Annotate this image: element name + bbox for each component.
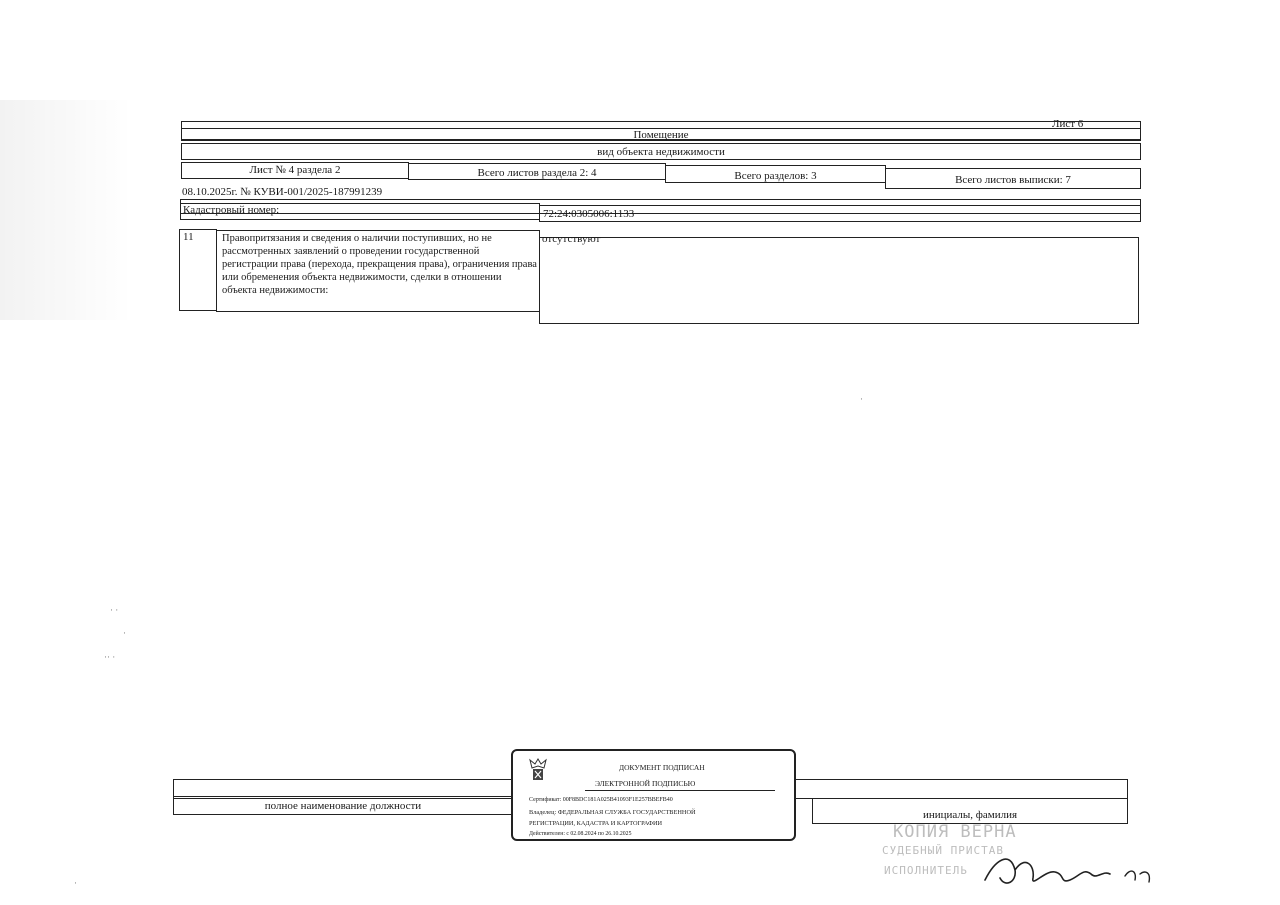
sections-total-cell [665, 165, 886, 183]
e-signature-stamp [511, 749, 796, 841]
sections-total: Всего разделов: 3 [734, 170, 817, 182]
position-label: полное наименование должности [264, 800, 422, 812]
copy-stamp-line1: КОПИЯ ВЕРНА [893, 822, 1017, 842]
scan-speck: · [74, 878, 77, 888]
scan-speck: · · [110, 605, 119, 615]
stamp-title-1: ДОКУМЕНТ ПОДПИСАН [619, 763, 705, 772]
name-cell [812, 798, 1128, 824]
section-sheet-cell [181, 162, 409, 179]
name-label: инициалы, фамилия [922, 809, 1018, 821]
stamp-certificate: Сертификат: 00F8BDC181A025B41093F1E257BBEFB40 [529, 797, 673, 803]
sheet-label: Лист 6 [1052, 118, 1084, 130]
copy-stamp-line3: ИСПОЛНИТЕЛЬ [884, 864, 968, 877]
section-sheets-total: Всего листов раздела 2: 4 [477, 167, 597, 179]
stamp-title-2: ЭЛЕКТРОННОЙ ПОДПИСЬЮ [595, 779, 696, 788]
cadastral-number: 72:24:0305006:1133 [543, 208, 635, 220]
cadastral-label: Кадастровый номер: [183, 204, 280, 216]
emblem-icon [527, 757, 549, 783]
stamp-divider [585, 790, 775, 791]
claims-description: Правопритязания и сведения о наличии поступивших, но не рассмотренных заявлений о проведении государственной регистрации права (перехода, прекращения права), ограничения права или обременения объекта недвижимости, сделки в отношении объекта недвижимости: [222, 233, 537, 296]
copy-stamp-line2: СУДЕБНЫЙ ПРИСТАВ [882, 844, 1004, 857]
position-cell [173, 796, 513, 815]
scan-speck: · [123, 628, 126, 638]
handwritten-signature [965, 840, 1165, 900]
extract-sheets-total: Всего листов выписки: 7 [955, 174, 1071, 186]
row-number-cell [179, 229, 217, 311]
stamp-owner-2: РЕГИСТРАЦИИ, КАДАСТРА И КАРТОГРАФИИ [529, 820, 663, 827]
cadastral-label-cell [180, 203, 540, 220]
claims-description-cell [216, 230, 540, 312]
section-sheet: Лист № 4 раздела 2 [249, 164, 341, 176]
stamp-validity: Действителен: с 02.08.2024 по 26.10.2025 [529, 831, 632, 837]
scan-speck: ·· · [104, 652, 116, 662]
section-sheets-total-cell [408, 163, 666, 180]
stamp-owner-1: Владелец: ФЕДЕРАЛЬНАЯ СЛУЖБА ГОСУДАРСТВЕННОЙ [529, 809, 696, 816]
scan-speck: · [860, 394, 863, 404]
extract-sheets-total-cell [885, 168, 1141, 189]
claims-value: отсутствуют [542, 233, 601, 245]
document-reference: 08.10.2025г. № КУВИ-001/2025-187991239 [182, 186, 383, 198]
object-subtitle-cell [181, 143, 1141, 160]
scan-shadow [0, 100, 165, 320]
object-title-cell [181, 128, 1141, 141]
cadastral-value-cell [539, 205, 1141, 222]
object-subtitle: вид объекта недвижимости [597, 146, 725, 158]
claims-value-cell [539, 233, 1139, 324]
row-number: 11 [183, 231, 194, 243]
object-title: Помещение [633, 129, 689, 141]
